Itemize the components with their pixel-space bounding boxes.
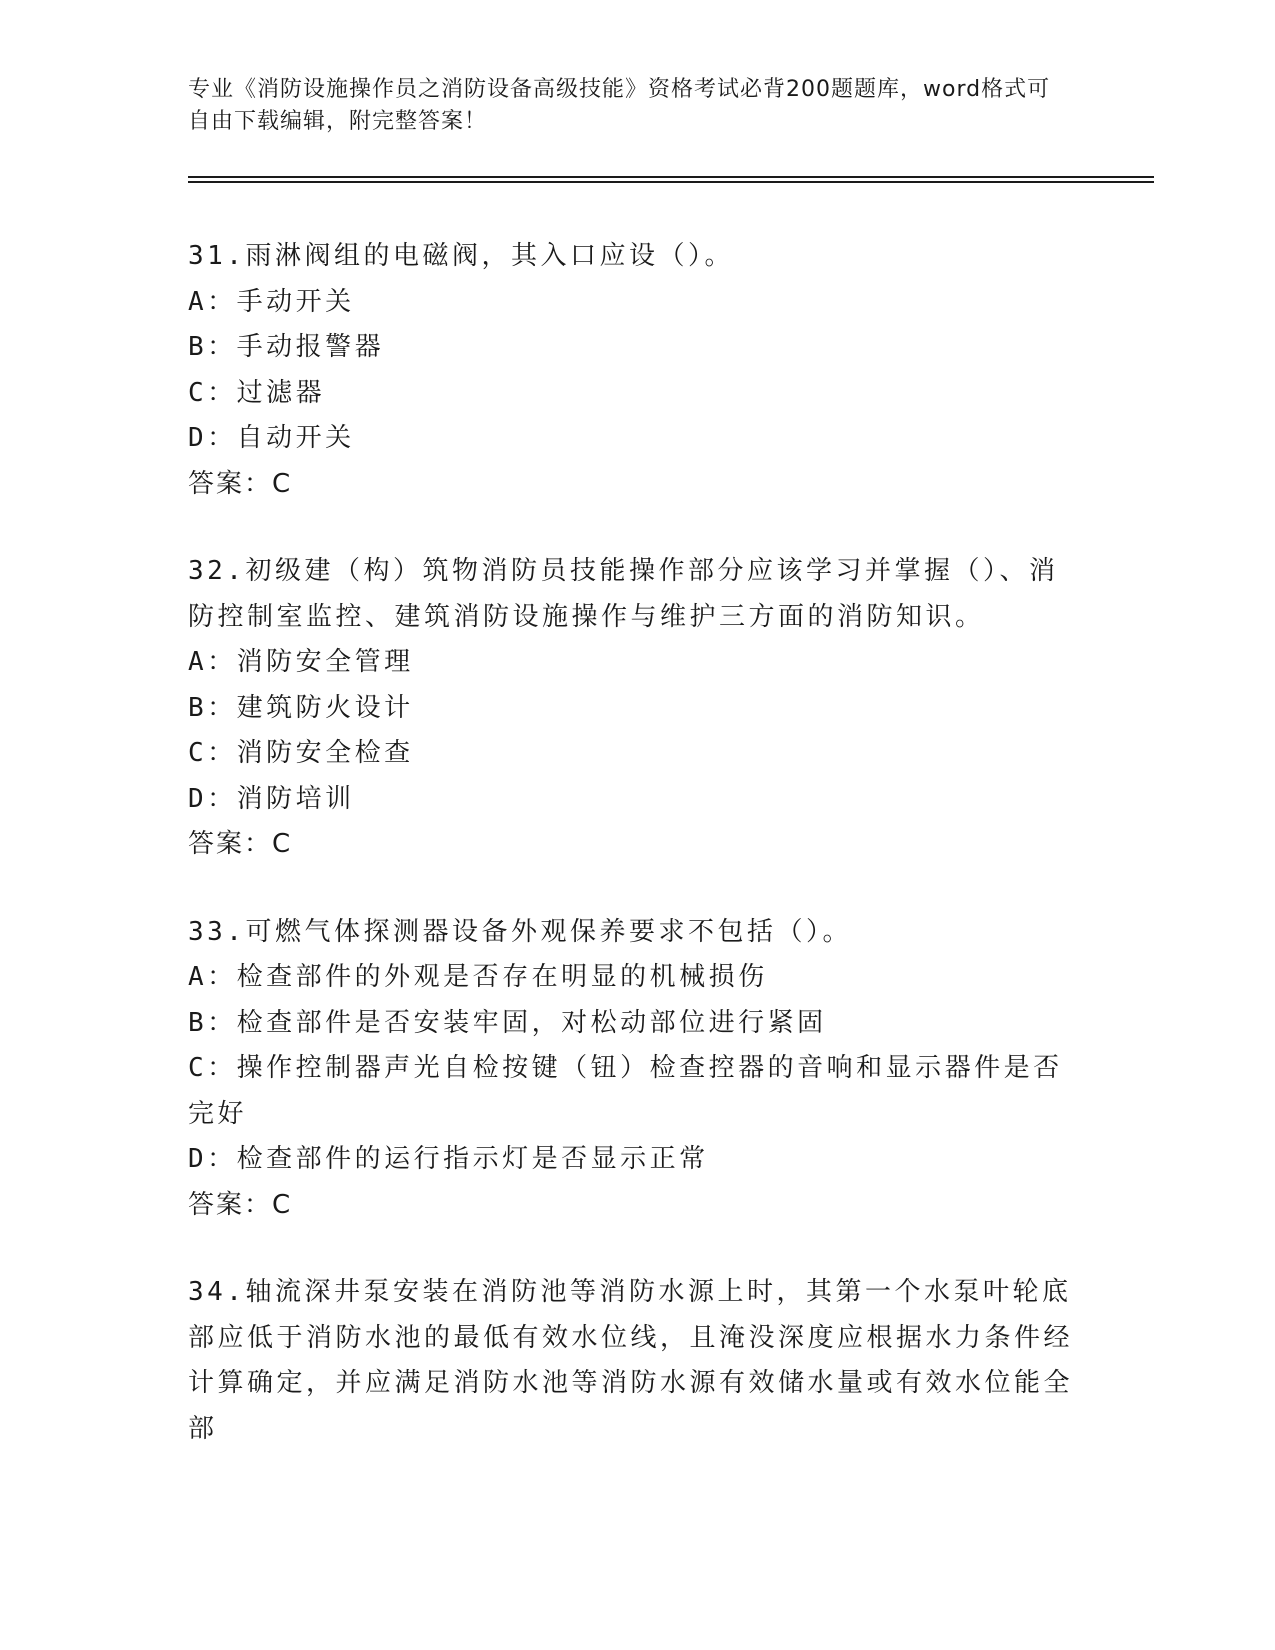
question-stem: 34.轴流深井泵安装在消防池等消防水源上时，其第一个水泵叶轮底部应低于消防水池的最低有效水位线，且淹没深度应根据水力条件经计算确定，并应满足消防水池等消防水源有效储水量或有效水位能全部	[188, 1277, 1074, 1444]
option-c: C：操作控制器声光自检按键（钮）检查控器的音响和显示器件是否完好	[188, 1053, 1063, 1129]
question-34	[188, 1270, 1078, 1452]
option-d: D：消防培训	[188, 783, 355, 814]
question-stem: 31.雨淋阀组的电磁阀，其入口应设（）。	[188, 241, 734, 271]
header-divider-top	[188, 176, 1154, 178]
option-b: B：建筑防火设计	[188, 692, 414, 723]
question-stem: 32.初级建（构）筑物消防员技能操作部分应该学习并掌握（）、消防控制室监控、建筑消防设施操作与维护三方面的消防知识。	[188, 556, 1059, 632]
header-divider-bottom	[188, 181, 1154, 183]
option-d: D：自动开关	[188, 423, 355, 453]
page-header: 专业《消防设施操作员之消防设备高级技能》资格考试必背200题题库，word格式可自由下载编辑，附完整答案！	[188, 77, 1051, 134]
option-a: A：消防安全管理	[188, 647, 414, 677]
option-c: C：过滤器	[188, 377, 326, 408]
option-a: A：手动开关	[188, 286, 355, 317]
option-b: B：检查部件是否安装牢固，对松动部位进行紧固	[188, 1007, 827, 1038]
option-b: B：手动报警器	[188, 332, 385, 362]
option-d: D：检查部件的运行指示灯是否显示正常	[188, 1144, 709, 1174]
answer-label: 答案：C	[188, 1189, 293, 1220]
question-33	[188, 910, 1078, 1229]
question-31	[188, 234, 1078, 507]
answer-label: 答案：C	[188, 468, 293, 499]
option-a: A：检查部件的外观是否存在明显的机械损伤	[188, 962, 768, 992]
question-32	[188, 549, 1078, 868]
question-list	[188, 234, 1078, 1494]
answer-label: 答案：C	[188, 829, 293, 859]
option-c: C：消防安全检查	[188, 738, 414, 768]
question-stem: 33.可燃气体探测器设备外观保养要求不包括（）。	[188, 916, 852, 947]
